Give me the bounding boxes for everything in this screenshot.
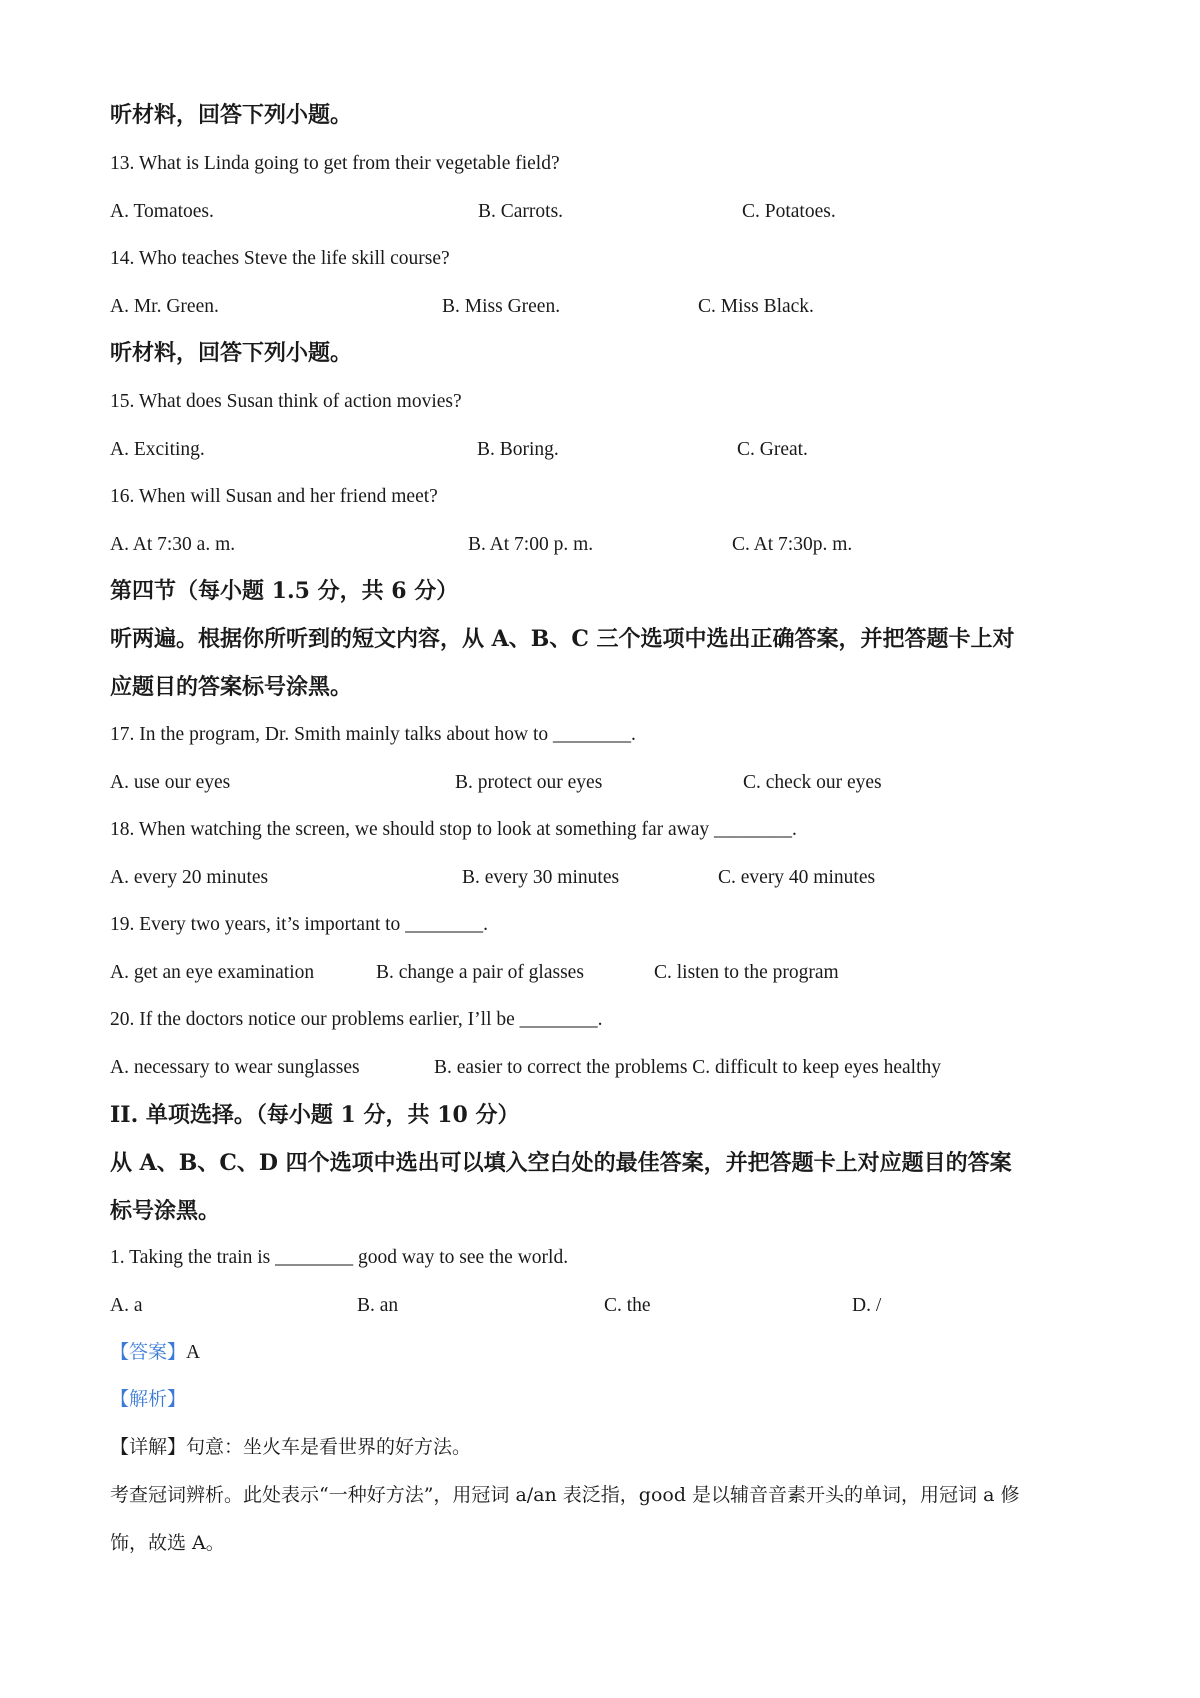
- section-four-instructions-cont: 应题目的答案标号涂黑。: [110, 674, 353, 700]
- question-1: 1. Taking the train is ________ good way to see the world.: [110, 1247, 569, 1268]
- q19-option-a: A. get an eye examination: [110, 962, 315, 983]
- q17-option-a: A. use our eyes: [110, 772, 231, 793]
- analysis-label: 【解析】: [110, 1388, 187, 1410]
- q16-option-a: A. At 7:30 a. m.: [110, 534, 236, 555]
- detail-line: 【详解】句意：坐火车是看世界的好方法。: [110, 1436, 472, 1458]
- answer-line: [110, 1343, 200, 1363]
- answer-value: A: [186, 1342, 201, 1363]
- question-17: 17. In the program, Dr. Smith mainly talks about how to ________.: [110, 724, 636, 745]
- answer-label: 【答案】: [110, 1341, 187, 1363]
- q13-option-c: C. Potatoes.: [742, 201, 836, 222]
- q14-option-c: C. Miss Black.: [698, 296, 814, 317]
- question-19: 19. Every two years, it’s important to ________.: [110, 914, 489, 935]
- section-ii-instructions: 从 A、B、C、D 四个选项中选出可以填入空白处的最佳答案，并把答题卡上对应题目的答案: [110, 1150, 1012, 1176]
- q18-option-a: A. every 20 minutes: [110, 867, 269, 888]
- q18-option-b: B. every 30 minutes: [462, 867, 620, 888]
- q15-option-a: A. Exciting.: [110, 439, 205, 460]
- section-heading: 听材料，回答下列小题。: [110, 102, 353, 128]
- q14-option-b: B. Miss Green.: [442, 296, 561, 317]
- q15-option-b: B. Boring.: [477, 439, 559, 460]
- q13-option-a: A. Tomatoes.: [110, 201, 214, 222]
- q17-option-c: C. check our eyes: [743, 772, 882, 793]
- q1-option-b: B. an: [357, 1295, 399, 1316]
- q14-option-a: A. Mr. Green.: [110, 296, 219, 317]
- section-ii-instructions-cont: 标号涂黑。: [110, 1198, 221, 1224]
- section-four-instructions: 听两遍。根据你所听到的短文内容，从 A、B、C 三个选项中选出正确答案，并把答题卡上对: [110, 626, 1015, 652]
- question-14: 14. Who teaches Steve the life skill course?: [110, 248, 450, 269]
- question-18: 18. When watching the screen, we should stop to look at something far away ________.: [110, 819, 797, 840]
- section-heading: 听材料，回答下列小题。: [110, 340, 353, 366]
- question-15: 15. What does Susan think of action movies?: [110, 391, 462, 412]
- q16-option-c: C. At 7:30p. m.: [732, 534, 853, 555]
- q20-option-a: A. necessary to wear sunglasses: [110, 1057, 360, 1078]
- question-16: 16. When will Susan and her friend meet?: [110, 486, 438, 507]
- explanation-line-cont: 饰，故选 A。: [110, 1532, 225, 1554]
- q20-option-b-c: B. easier to correct the problems C. difficult to keep eyes healthy: [434, 1057, 942, 1078]
- section-ii-heading: II. 单项选择。（每小题 1 分，共 10 分）: [110, 1102, 520, 1128]
- question-13: 13. What is Linda going to get from their vegetable field?: [110, 153, 560, 174]
- question-20: 20. If the doctors notice our problems earlier, I’ll be ________.: [110, 1009, 603, 1030]
- q1-option-d: D. /: [852, 1295, 882, 1316]
- q17-option-b: B. protect our eyes: [455, 772, 603, 793]
- q19-option-b: B. change a pair of glasses: [376, 962, 584, 983]
- q19-option-c: C. listen to the program: [654, 962, 839, 983]
- section-four-heading: 第四节（每小题 1.5 分，共 6 分）: [110, 578, 459, 604]
- q1-option-a: A. a: [110, 1295, 143, 1316]
- explanation-line: 考查冠词辨析。此处表示“一种好方法”，用冠词 a/an 表泛指，good 是以辅音音素开头的单词，用冠词 a 修: [110, 1484, 1020, 1506]
- q1-option-c: C. the: [604, 1295, 651, 1316]
- q13-option-b: B. Carrots.: [478, 201, 564, 222]
- q18-option-c: C. every 40 minutes: [718, 867, 876, 888]
- q15-option-c: C. Great.: [737, 439, 808, 460]
- q16-option-b: B. At 7:00 p. m.: [468, 534, 594, 555]
